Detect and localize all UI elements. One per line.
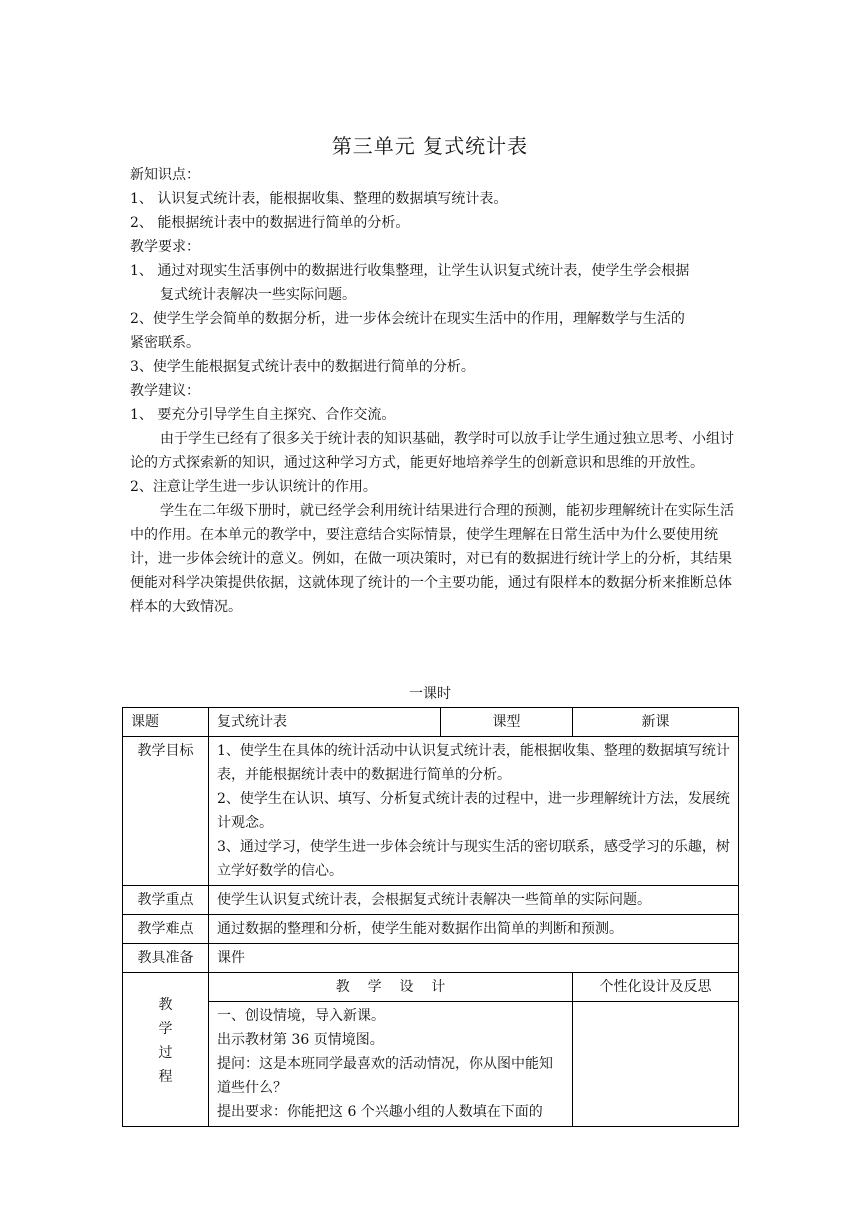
key-points-value: 使学生认识复式统计表，会根据复式统计表解决一些简单的实际问题。 <box>209 886 739 915</box>
reflection-content <box>573 1002 739 1127</box>
body-paragraph: 由于学生已经有了很多关于统计表的知识基础，教学时可以放手让学生通过独立思考、小组讨论的方式探索新的知识，通过这种学习方式，能更好地培养学生的创新意识和思维的开放性。 <box>130 431 734 471</box>
process-label-char: 教 <box>158 997 173 1013</box>
difficulties-label: 教学难点 <box>123 915 209 944</box>
design-line: 出示教材第 36 页情境图。 <box>217 1032 384 1048</box>
body-line: 2、 能根据统计表中的数据进行简单的分析。 <box>130 215 410 231</box>
unit-overview <box>130 163 740 619</box>
process-label-char: 程 <box>158 1069 173 1085</box>
body-line: 3、使学生能根据复式统计表中的数据进行简单的分析。 <box>130 359 475 375</box>
table-row <box>123 973 739 1002</box>
page-title: 第三单元 复式统计表 <box>331 134 529 158</box>
design-content <box>209 1002 573 1127</box>
goal-item: 3、通过学习，使学生进一步体会统计与现实生活的密切联系，感受学习的乐趣，树立学好数学的信心。 <box>217 839 730 879</box>
section-heading: 新知识点： <box>130 167 200 183</box>
body-line: 1、 认识复式统计表，能根据收集、整理的数据填写统计表。 <box>130 191 508 207</box>
body-line: 2、注意让学生进一步认识统计的作用。 <box>130 479 377 495</box>
goal-item: 2、使学生在认识、填写、分析复式统计表的过程中，进一步理解统计方法，发展统计观念。 <box>217 791 730 831</box>
goal-item: 1、使学生在具体的统计活动中认识复式统计表，能根据收集、整理的数据填写统计表，并能根据统计表中的数据进行简单的分析。 <box>217 743 730 783</box>
topic-value: 复式统计表 <box>209 708 441 737</box>
table-row <box>123 737 739 886</box>
lesson-label: 一课时 <box>409 686 451 702</box>
design-line: 一、创设情境，导入新课。 <box>217 1008 385 1024</box>
body-line: 1、 通过对现实生活事例中的数据进行收集整理，让学生认识复式统计表，使学生学会根据 <box>130 263 690 279</box>
body-line: 2、使学生学会简单的数据分析，进一步体会统计在现实生活中的作用，理解数学与生活的 <box>130 311 685 327</box>
table-row <box>123 1002 739 1127</box>
lesson-plan-table <box>122 707 739 1127</box>
body-line: 1、 要充分引导学生自主探究、合作交流。 <box>130 407 396 423</box>
goals-content <box>209 737 739 886</box>
goals-label: 教学目标 <box>123 737 209 886</box>
process-label-char: 学 <box>158 1021 173 1037</box>
tools-label: 教具准备 <box>123 944 209 973</box>
tools-value: 课件 <box>209 944 739 973</box>
design-line: 提出要求：你能把这 6 个兴趣小组的人数填在下面的 <box>217 1104 543 1120</box>
table-row <box>123 886 739 915</box>
section-heading: 教学要求： <box>130 239 200 255</box>
process-label-char: 过 <box>158 1045 173 1061</box>
lesson-type-label: 课型 <box>441 708 573 737</box>
process-label <box>123 973 209 1127</box>
body-paragraph: 学生在二年级下册时，就已经学会利用统计结果进行合理的预测，能初步理解统计在实际生活中的作用。在本单元的教学中，要注意结合实际情景，使学生理解在日常生活中为什么要使用统计，进一步体会统计的意义。例如，在做一项决策时，对已有的数据进行统计学上的分析，其结果便能对科学决策提供依据，这就体现了统计的一个主要功能，通过有限样本的数据分析来推断总体样本的大致情况。 <box>130 503 734 615</box>
section-heading: 教学建议： <box>130 383 200 399</box>
design-header: 教 学 设 计 <box>209 973 573 1002</box>
body-line: 复式统计表解决一些实际问题。 <box>160 287 356 303</box>
table-row <box>123 944 739 973</box>
difficulties-value: 通过数据的整理和分析，使学生能对数据作出简单的判断和预测。 <box>209 915 739 944</box>
body-line: 紧密联系。 <box>130 335 200 351</box>
topic-label: 课题 <box>123 708 209 737</box>
reflection-header: 个性化设计及反思 <box>573 973 739 1002</box>
table-row <box>123 915 739 944</box>
key-points-label: 教学重点 <box>123 886 209 915</box>
design-line: 提问：这是本班同学最喜欢的活动情况，你从图中能知道些什么？ <box>217 1056 553 1096</box>
table-row <box>123 708 739 737</box>
lesson-type-value: 新课 <box>573 708 739 737</box>
